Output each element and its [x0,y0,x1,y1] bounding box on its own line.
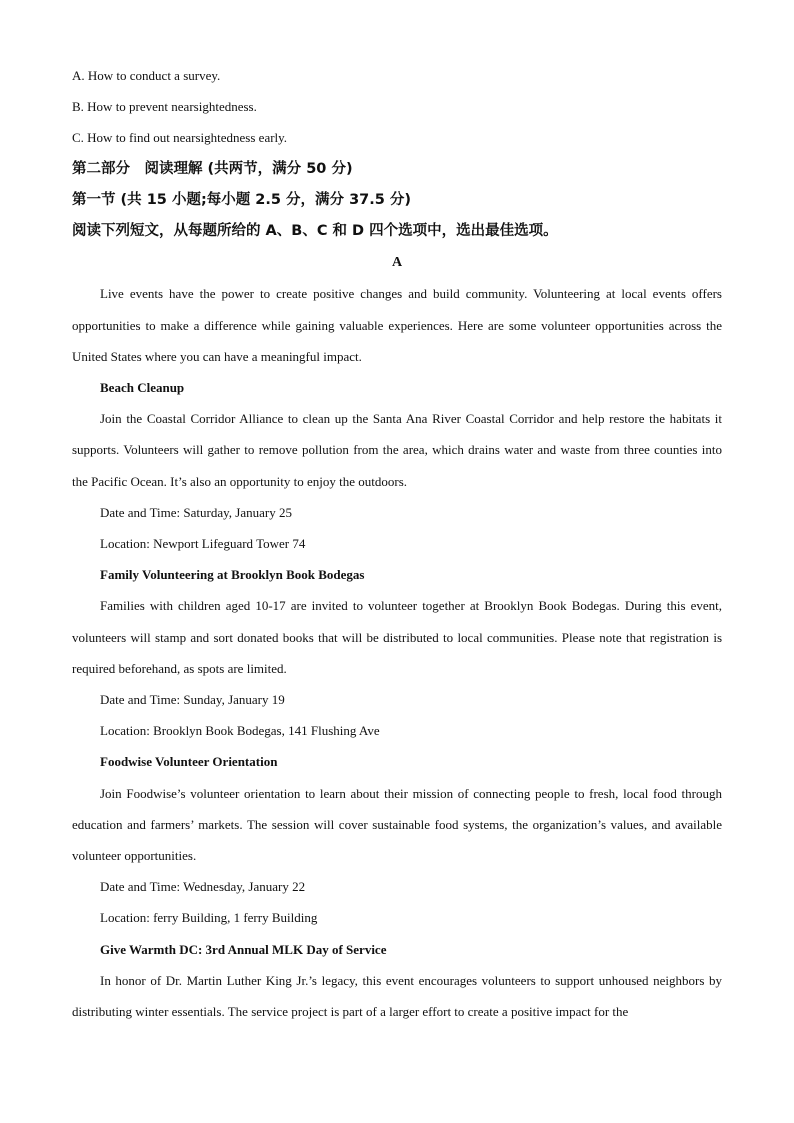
section-sub-heading: 第一节 (共 15 小题;每小题 2.5 分，满分 37.5 分) [72,191,412,208]
exam-page [72,60,722,1027]
event-body-brooklyn-book-bodegas: Families with children aged 10-17 are invited to volunteer together at Brooklyn Book Bodegas. During this event, volunteers will stamp and sort donated books that will be distributed to local communities. Please note that registration is required beforehand, as spots are limited. [72,598,722,676]
event-title-foodwise: Foodwise Volunteer Orientation [100,754,278,770]
passage-intro: Live events have the power to create positive changes and build community. Volunteering at local events offers opportunities to make a difference while gaining valuable experiences. Here are some volunteer opportunities across the United States where you can have a meaningful impact. [72,286,722,364]
event-title-beach-cleanup: Beach Cleanup [100,380,185,396]
event-title-give-warmth-dc: Give Warmth DC: 3rd Annual MLK Day of Service [100,941,387,957]
answer-option-b: B. How to prevent nearsightedness. [72,99,257,115]
event-body-foodwise: Join Foodwise’s volunteer orientation to learn about their mission of connecting people to fresh, local food through education and farmers’ markets. The session will cover sustainable food systems, the organization’s values, and available volunteer opportunities. [72,785,722,864]
answer-option-c: C. How to find out nearsightedness early. [72,130,288,146]
event-location-brooklyn-book-bodegas: Location: Brooklyn Book Bodegas, 141 Flushing Ave [100,723,380,739]
event-body-beach-cleanup: Join the Coastal Corridor Alliance to clean up the Santa Ana River Coastal Corridor and help restore the habitats it supports. Volunteers will gather to remove pollution from the area, which drains water and waste from three counties into the Pacific Ocean. It’s also an opportunity to enjoy the outdoors. [72,411,722,489]
event-date-brooklyn-book-bodegas: Date and Time: Sunday, January 19 [100,692,285,708]
event-date-beach-cleanup: Date and Time: Saturday, January 25 [100,504,292,520]
event-body-give-warmth-dc: In honor of Dr. Martin Luther King Jr.’s legacy, this event encourages volunteers to support unhoused neighbors by distributing winter essentials. The service project is part of a larger effort to create a positive impact for the [72,972,722,1020]
answer-option-a: A. How to conduct a survey. [72,68,221,83]
event-date-foodwise: Date and Time: Wednesday, January 22 [100,879,306,895]
event-location-foodwise: Location: ferry Building, 1 ferry Building [100,910,318,926]
section-part-heading: 第二部分 阅读理解 (共两节，满分 50 分) [72,160,353,177]
section-instruction: 阅读下列短文，从每题所给的 A、B、C 和 D 四个选项中，选出最佳选项。 [72,223,558,240]
event-title-brooklyn-book-bodegas: Family Volunteering at Brooklyn Book Bodegas [100,567,365,583]
event-location-beach-cleanup: Location: Newport Lifeguard Tower 74 [100,536,306,552]
passage-label: A [391,255,403,271]
